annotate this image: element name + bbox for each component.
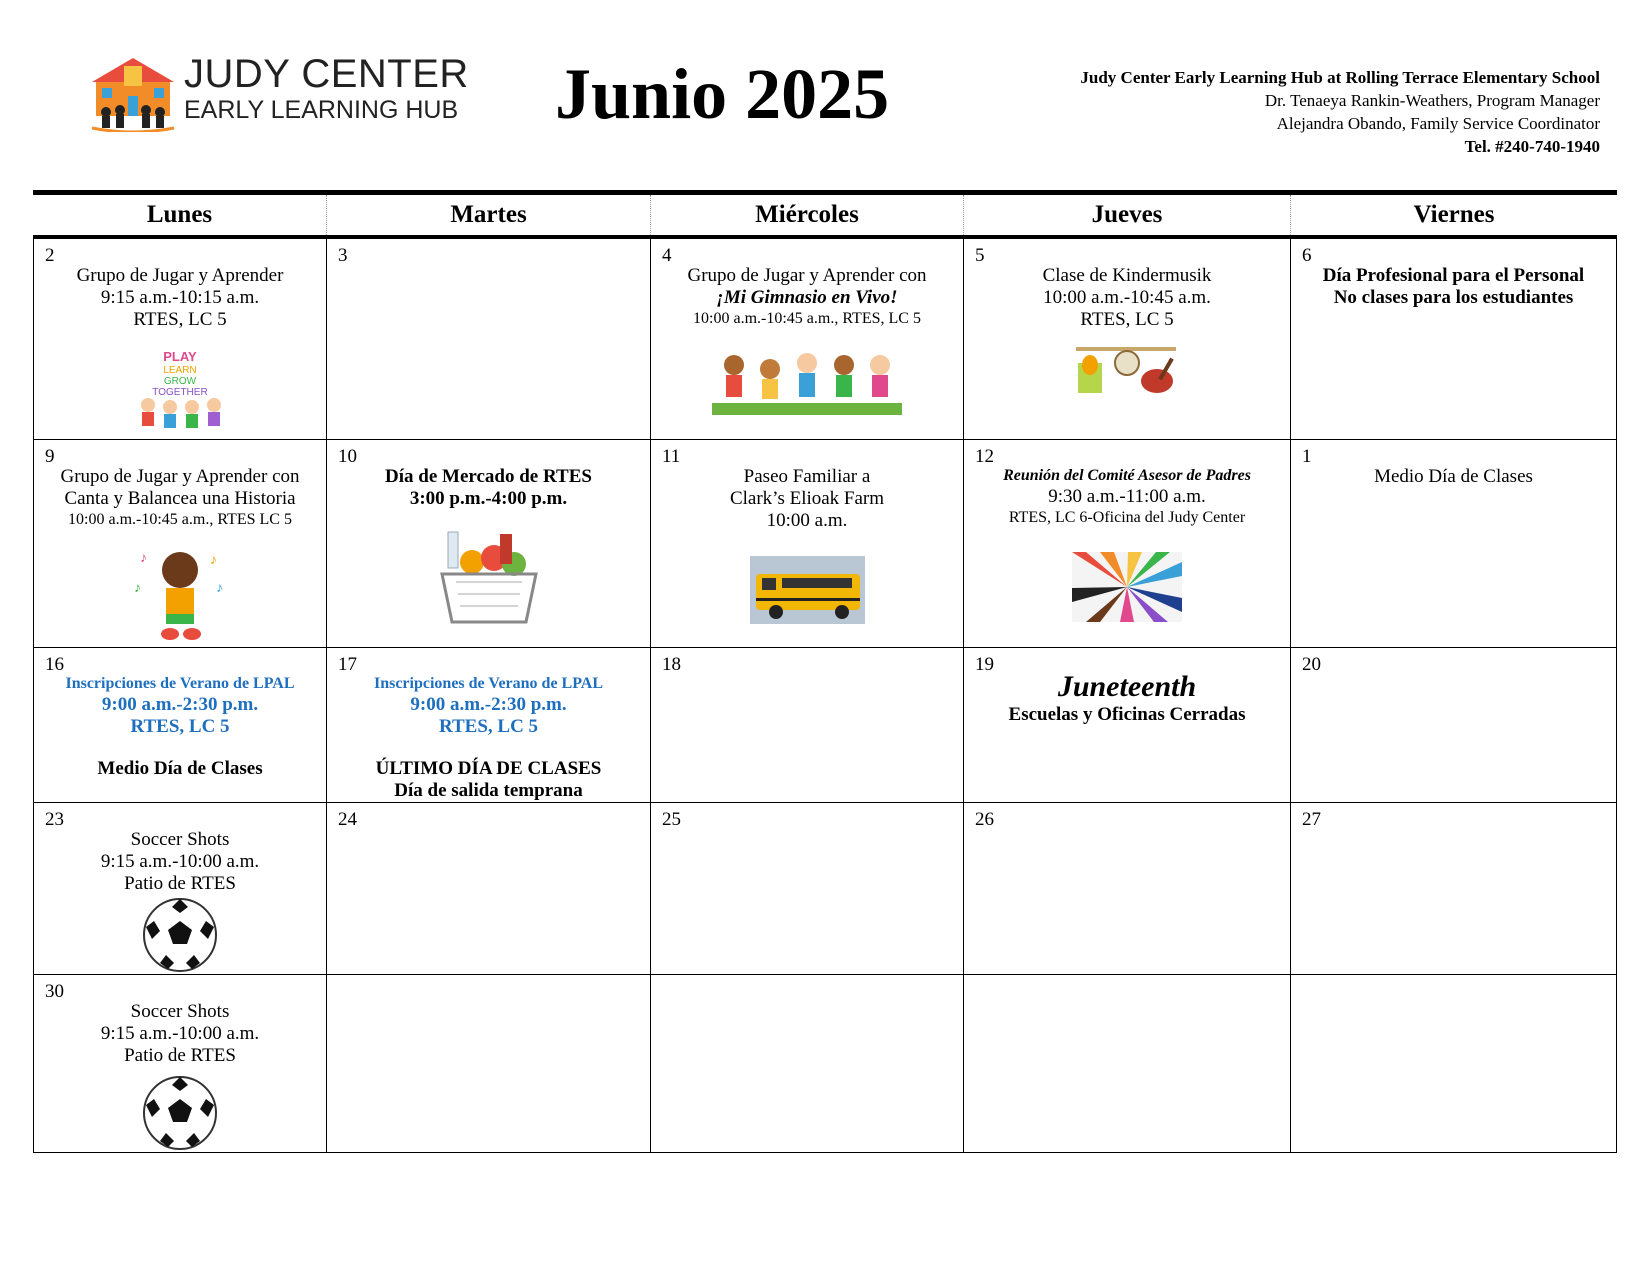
day-cell [964,803,1291,974]
day-number: 20 [1302,654,1321,675]
event-note: No clases para los estudiantes [1333,287,1574,308]
day-cell [33,975,327,1152]
calendar-grid [33,190,1617,1153]
info-manager: Dr. Tenaeya Rankin-Weathers, Program Manager [1264,91,1600,110]
kids-playing-image [712,335,902,415]
svg-text:♪: ♪ [216,581,223,596]
event-time: 3:00 p.m.-4:00 p.m. [409,488,568,509]
day-number: 23 [45,809,64,830]
event-location: Patio de RTES [124,1045,236,1066]
day-number: 5 [975,245,985,266]
judy-center-logo [88,52,468,132]
event-time: 9:15 a.m.-10:00 a.m. [100,1023,260,1044]
week-row [33,648,1617,803]
grocery-basket-image [434,522,544,632]
day-number: 26 [975,809,994,830]
instruments-image [1072,343,1182,398]
dancing-boy-image [130,542,230,642]
school-building-icon [88,52,178,132]
day-cell [327,648,651,802]
event-place: Clark’s Elioak Farm [729,488,885,509]
event-title: Juneteenth [1057,670,1197,703]
day-cell [964,975,1291,1152]
event-time: 10:00 a.m.-10:45 a.m. [1043,287,1211,308]
day-cell [1291,975,1617,1152]
svg-text:GROW: GROW [163,376,197,387]
day-number: 2 [45,245,55,266]
day-cell [327,975,651,1152]
day-number: 19 [975,654,994,675]
day-cell [964,440,1291,647]
day-number: 16 [45,654,64,675]
day-cell [327,803,651,974]
day-header-wednesday: Miércoles [651,195,964,235]
event-title: Grupo de Jugar y Aprender con [687,265,927,286]
event-title: Reunión del Comité Asesor de Padres [1003,467,1251,484]
day-cell [651,239,964,439]
day-number: 9 [45,446,55,467]
contact-info [1080,66,1600,158]
day-number: 6 [1302,245,1312,266]
event-title: Clase de Kindermusik [1042,265,1212,286]
day-number: 25 [662,809,681,830]
soccer-ball-image [142,1075,218,1151]
day-cell [651,440,964,647]
info-coordinator: Alejandra Obando, Family Service Coordinator [1276,114,1600,133]
event-title: Medio Día de Clases [1374,466,1533,487]
week-row [33,975,1617,1153]
day-number: 10 [338,446,357,467]
day-number: 30 [45,981,64,1002]
day-number: 18 [662,654,681,675]
event-subtitle: ¡Mi Gimnasio en Vivo! [716,287,898,308]
day-number: 24 [338,809,357,830]
event-location: Patio de RTES [124,873,236,894]
day-number: 1 [1302,446,1312,467]
event-note: ÚLTIMO DÍA DE CLASES [375,758,602,779]
logo-line1: JUDY CENTER [184,52,469,96]
event-time-location: 10:00 a.m.-10:45 a.m., RTES LC 5 [68,511,292,528]
soccer-ball-image [142,897,218,973]
event-note: Medio Día de Clases [97,758,263,779]
event-location: RTES, LC 5 [1080,309,1174,330]
day-header-friday: Viernes [1413,201,1495,228]
week-row [33,803,1617,975]
event-location: RTES, LC 6-Oficina del Judy Center [1008,509,1246,526]
day-cell [33,648,327,802]
event-subtitle: Canta y Balancea una Historia [64,488,296,509]
colored-pencils-image [1072,552,1182,622]
event-time: 10:00 a.m. [766,510,848,531]
event-title: Soccer Shots [130,829,230,850]
event-title: Inscripciones de Verano de LPAL [373,675,604,692]
day-cell [964,239,1291,439]
day-cell [1291,440,1617,647]
day-cell [1291,648,1617,802]
svg-text:♪: ♪ [140,551,147,566]
day-number: 4 [662,245,672,266]
week-row [33,440,1617,648]
week-row [33,239,1617,440]
event-note-2: Día de salida temprana [394,780,583,801]
info-school: Judy Center Early Learning Hub at Rolling Terrace Elementary School [1080,68,1600,87]
event-time: 9:15 a.m.-10:00 a.m. [100,851,260,872]
event-title: Inscripciones de Verano de LPAL [65,675,295,692]
page-title: Junio 2025 [555,54,890,134]
play-learn-grow-together-image [130,343,230,433]
event-note: Escuelas y Oficinas Cerradas [1008,704,1246,725]
day-cell [33,239,327,439]
event-title: Grupo de Jugar y Aprender [76,265,284,286]
day-cell [327,440,651,647]
event-title: Soccer Shots [130,1001,230,1022]
event-time: 9:00 a.m.-2:30 p.m. [101,694,259,715]
day-cell [964,648,1291,802]
day-header-monday: Lunes [33,195,327,235]
school-bus-image [750,556,865,624]
day-cell [33,803,327,974]
event-location: RTES, LC 5 [438,716,539,737]
day-number: 11 [662,446,681,467]
svg-text:TOGETHER: TOGETHER [152,387,208,398]
svg-text:♪: ♪ [134,581,141,596]
event-time: 9:15 a.m.-10:15 a.m. [100,287,260,308]
info-phone: Tel. #240-740-1940 [1464,137,1600,156]
day-number: 17 [338,654,357,675]
event-time-location: 10:00 a.m.-10:45 a.m., RTES, LC 5 [693,310,921,327]
day-cell [327,239,651,439]
event-location: RTES, LC 5 [130,716,230,737]
event-location: RTES, LC 5 [133,309,227,330]
event-time: 9:00 a.m.-2:30 p.m. [410,694,567,715]
day-number: 12 [975,446,994,467]
weekday-header [33,190,1617,239]
day-number: 3 [338,245,348,266]
day-cell [651,975,964,1152]
day-header-tuesday: Martes [327,195,651,235]
day-cell [651,648,964,802]
event-title: Grupo de Jugar y Aprender con [60,466,300,487]
event-title: Día de Mercado de RTES [385,466,592,487]
event-title: Día Profesional para el Personal [1322,265,1585,286]
svg-text:PLAY: PLAY [163,349,197,364]
day-cell [33,440,327,647]
day-number: 27 [1302,809,1321,830]
svg-text:♪: ♪ [210,553,217,568]
event-time: 9:30 a.m.-11:00 a.m. [1048,486,1206,507]
day-cell [1291,803,1617,974]
day-header-thursday: Jueves [964,195,1291,235]
logo-line2: EARLY LEARNING HUB [184,96,459,124]
event-title: Paseo Familiar a [743,466,871,487]
day-cell [651,803,964,974]
svg-text:LEARN: LEARN [163,365,197,376]
day-cell [1291,239,1617,439]
